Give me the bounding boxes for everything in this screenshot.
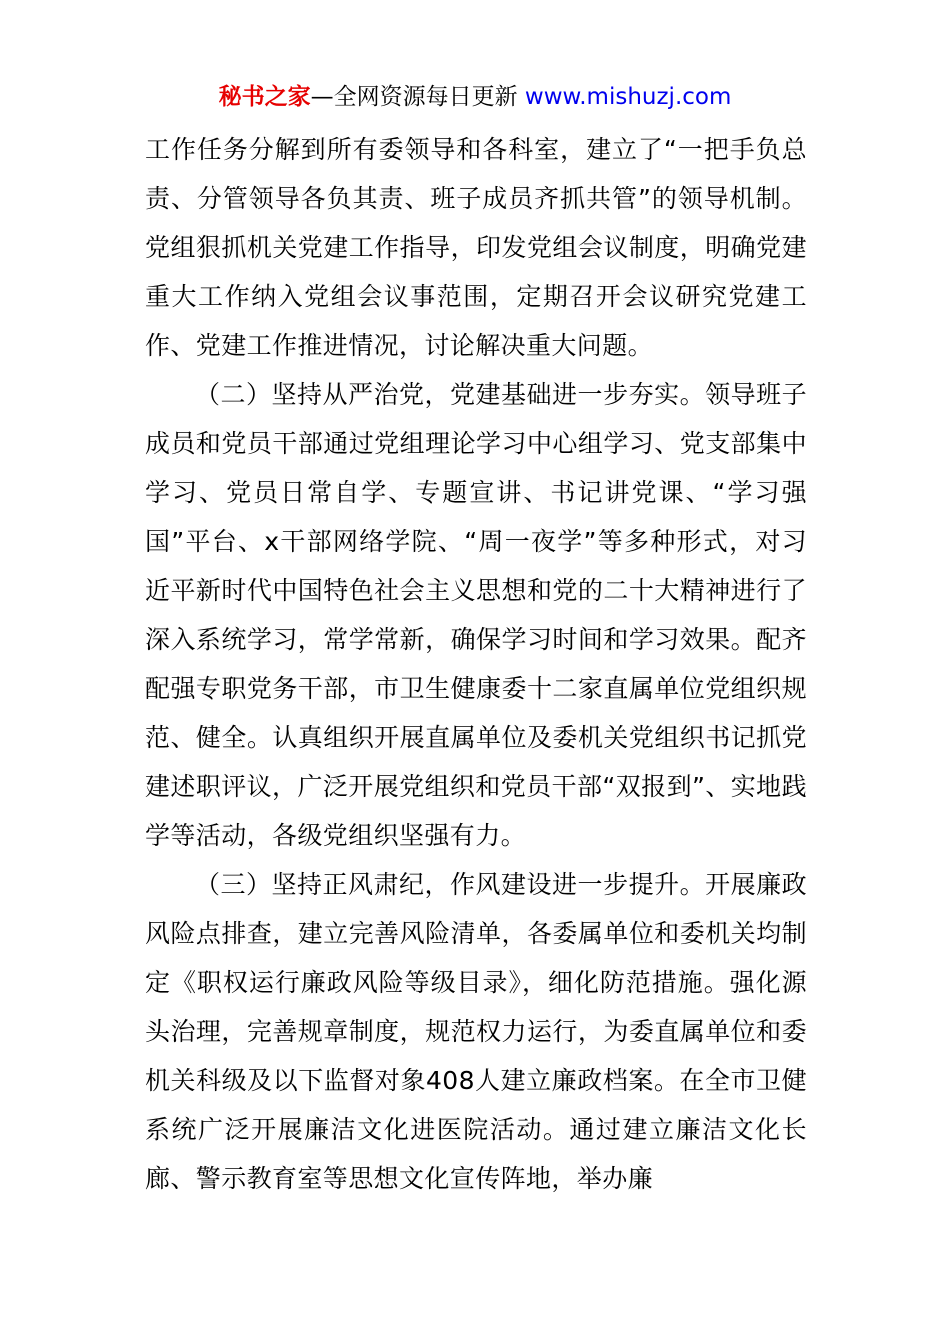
paragraph-section-2: （二）坚持从严治党，党建基础进一步夯实。领导班子成员和党员干部通过党组理论学习中心组学习、党支部集中学习、党员日常自学、专题宣讲、书记讲党课、“学习强国”平台、x干部网络学院、“周一夜学”等多种形式，对习近平新时代中国特色社会主义思想和党的二十大精神进行了深入系统学习，常学常新，确保学习时间和学习效果。配齐配强专职党务干部，市卫生健康委十二家直属单位党组织规范、健全。认真组织开展直属单位及委机关党组织书记抓党建述职评议，广泛开展党组织和党员干部“双报到”、实地践学等活动，各级党组织坚强有力。 — [145, 380, 807, 850]
site-tagline: —全网资源每日更新 — [310, 84, 518, 110]
paragraph-section-3: （三）坚持正风肃纪，作风建设进一步提升。开展廉政风险点排查，建立完善风险清单，各委属单位和委机关均制定《职权运行廉政风险等级目录》，细化防范措施。强化源头治理，完善规章制度，规范权力运行，为委直属单位和委机关科级及以下监督对象408人建立廉政档案。在全市卫健系统广泛开展廉洁文化进医院活动。通过建立廉洁文化长廊、警示教育室等思想文化宣传阵地，举办廉 — [145, 870, 807, 1193]
document-body — [145, 125, 807, 1203]
paragraph-continuation: 工作任务分解到所有委领导和各科室，建立了“一把手负总责、分管领导各负其责、班子成员齐抓共管”的领导机制。党组狠抓机关党建工作指导，印发党组会议制度，明确党建重大工作纳入党组会议事范围，定期召开会议研究党建工作、党建工作推进情况，讨论解决重大问题。 — [145, 135, 807, 360]
site-url-link[interactable]: www.mishuzj.com — [524, 84, 732, 110]
page-header — [0, 80, 950, 114]
site-brand: 秘书之家 — [218, 84, 311, 110]
